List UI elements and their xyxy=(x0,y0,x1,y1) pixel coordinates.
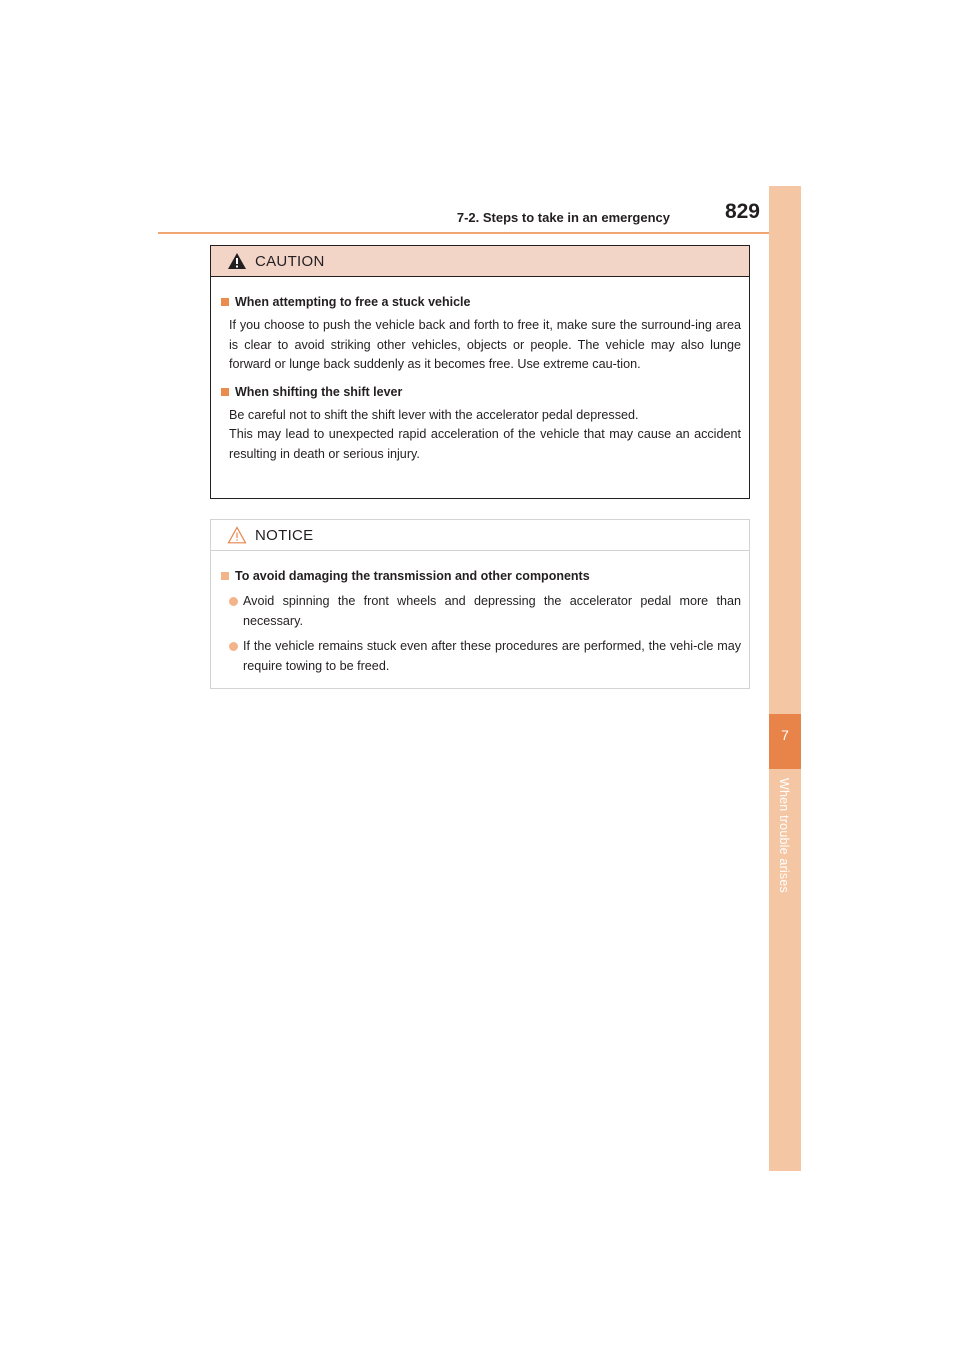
item-title: When attempting to free a stuck vehicle xyxy=(235,295,471,309)
notice-title: NOTICE xyxy=(255,526,314,544)
dot-bullet-icon xyxy=(229,597,238,606)
item-title: When shifting the shift lever xyxy=(235,384,403,399)
caution-box xyxy=(210,245,750,499)
square-bullet-icon xyxy=(221,388,229,396)
caution-item xyxy=(221,382,741,465)
item-title: To avoid damaging the transmission and other components xyxy=(235,569,590,583)
item-text: If you choose to push the vehicle back and forth to free it, make sure the surround-ing area is clear to avoid striking other vehicles, objects or people. The vehicle may also lunge forward or lunge back suddenly as it becomes free. Use extreme cau-tion. xyxy=(229,318,741,371)
caution-body xyxy=(211,277,749,464)
list-item: If the vehicle remains stuck even after these procedures are performed, the vehi-cle may require towing to be freed. xyxy=(221,637,741,676)
square-bullet-icon xyxy=(221,572,229,580)
item-text: This may lead to unexpected rapid acceleration of the vehicle that may cause an accident resulting in death or serious injury. xyxy=(229,427,741,461)
dot-bullet-icon xyxy=(229,642,238,651)
page-number: 829 xyxy=(724,200,760,223)
notice-body xyxy=(211,551,749,676)
section-title: 7-2. Steps to take in an emergency xyxy=(456,210,670,225)
caution-item xyxy=(221,292,741,375)
chapter-title: When trouble arises xyxy=(777,778,791,893)
header-divider xyxy=(158,232,801,234)
side-tab xyxy=(769,186,801,1171)
notice-item xyxy=(221,566,741,676)
square-bullet-icon xyxy=(221,298,229,306)
caution-header xyxy=(211,246,749,277)
caution-title: CAUTION xyxy=(255,252,325,270)
item-text: Be careful not to shift the shift lever with the accelerator pedal depressed. xyxy=(229,407,639,422)
warning-icon xyxy=(227,252,247,270)
warning-outline-icon xyxy=(227,526,247,544)
notice-box xyxy=(210,519,750,689)
list-item: Avoid spinning the front wheels and depressing the accelerator pedal more than necessary. xyxy=(221,592,741,631)
notice-header xyxy=(211,520,749,551)
chapter-number: 7 xyxy=(781,727,789,743)
